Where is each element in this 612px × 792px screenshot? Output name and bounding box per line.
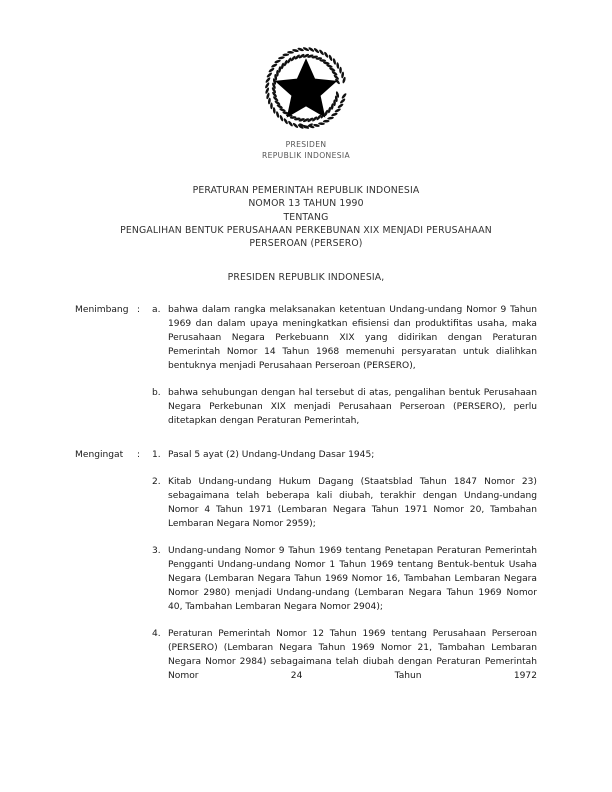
clause-menimbang (0, 303, 612, 428)
star-icon (275, 58, 338, 117)
clause-items (152, 448, 537, 683)
clause-item (152, 448, 537, 462)
clause-colon: : (137, 450, 141, 460)
emblem-caption (0, 140, 612, 161)
clause-item-text: Kitab Undang-undang Hukum Dagang (Staatsblad Tahun 1847 Nomor 23) sebagaimana telah beberapa kali diubah, terakhir dengan Undang-undang Nomor 4 Tahun 1971 (Lembaran Negara Tahun 1971 Nomor 20, Tambahan Lembaran Negara Nomor 2959); (168, 477, 537, 529)
title-line-5: PERSEROAN (PERSERO) (249, 238, 363, 250)
clause-item-marker: 2. (152, 477, 161, 487)
clause-list (0, 303, 612, 683)
clause-item-marker: b. (152, 388, 161, 398)
clause-colon: : (137, 305, 141, 315)
emblem-caption-line-2: REPUBLIK INDONESIA (261, 150, 351, 160)
clause-item-text: Pasal 5 ayat (2) Undang-Undang Dasar 1945; (168, 450, 375, 460)
clause-item (152, 627, 537, 683)
title-line-2: NOMOR 13 TAHUN 1990 (248, 198, 364, 210)
title-line-4: PENGALIHAN BENTUK PERUSAHAAN PERKEBUNAN XIX MENJADI PERUSAHAAN (120, 224, 492, 236)
clause-item (152, 386, 537, 428)
clause-item-marker: a. (152, 305, 161, 315)
emblem-block (0, 40, 612, 161)
document-title (56, 184, 556, 250)
title-line-1: PERATURAN PEMERINTAH REPUBLIK INDONESIA (192, 185, 420, 196)
clause-item-text: Undang-undang Nomor 9 Tahun 1969 tentang Penetapan Peraturan Pemerintah Pengganti Undang-undang Nomor 1 Tahun 1969 tentang Bentuk-bentuk Usaha Negara (Lembaran Negara Tahun 1969 Nomor 16, Tambahan Lembaran Negara Nomor 2980) menjadi Undang-undang (Lembaran Negara Tahun 1969 Nomor 40, Tambahan Lembaran Negara Nomor 2904); (168, 546, 537, 612)
title-line-3: TENTANG (283, 211, 329, 223)
clause-item-text: bahwa dalam rangka melaksanakan ketentuan Undang-undang Nomor 9 Tahun 1969 dan dalam upaya meningkatkan efisiensi dan produktifitas usaha, maka Perusahaan Negara Perkebuann XIX yang didirikan dengan Peraturan Pemerintah Nomor 14 Tahun 1968 memenuhi persyaratan untuk dialihkan bentuknya menjadi Perusahaan Perseroan (PERSERO), (168, 305, 537, 371)
clause-item-text: Peraturan Pemerintah Nomor 12 Tahun 1969 tentang Perusahaan Perseroan (PERSERO) (Lembaran Negara Tahun 1969 Nomor 21, Tambahan Lembaran Negara Nomor 2984) sebagaimana telah diubah dengan Peraturan Pemerintah Nomor 24 Tahun 1972 (168, 629, 537, 681)
clause-item (152, 303, 537, 373)
clause-mengingat (0, 448, 612, 683)
garuda-star-wreath-emblem (258, 40, 354, 136)
clause-item-text: bahwa sehubungan dengan hal tersebut di atas, pengalihan bentuk Perusahaan Negara Perkebunan XIX menjadi Perusahaan Perseroan (PERSERO), perlu ditetapkan dengan Peraturan Pemerintah, (168, 388, 537, 426)
clause-item-marker: 1. (152, 450, 161, 460)
clause-items (152, 303, 537, 428)
document-heading: PRESIDEN REPUBLIK INDONESIA, (227, 272, 385, 283)
clause-item-marker: 3. (152, 546, 161, 556)
emblem-caption-line-1: PRESIDEN (285, 140, 327, 149)
clause-label: Mengingat (75, 450, 124, 460)
clause-item-marker: 4. (152, 629, 161, 639)
clause-spacer (0, 428, 612, 448)
clause-item (152, 544, 537, 614)
clause-item (152, 475, 537, 531)
clause-label: Menimbang (75, 305, 129, 315)
